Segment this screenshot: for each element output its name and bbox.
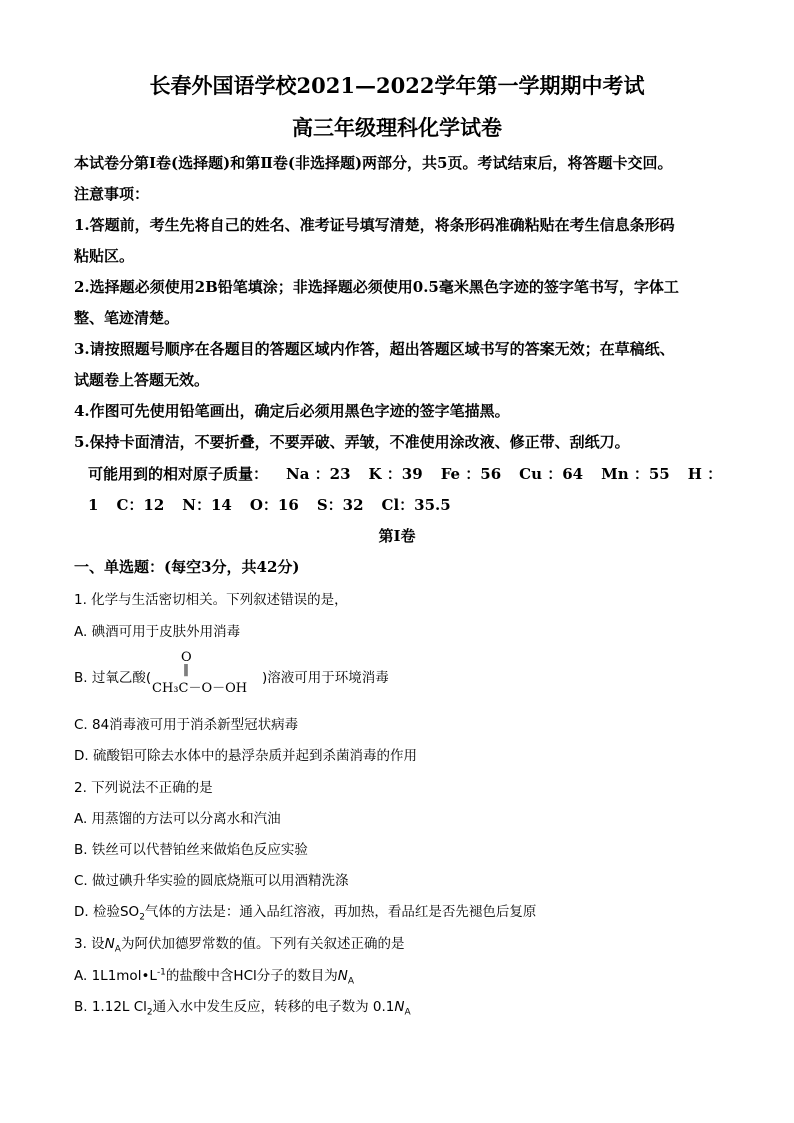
text-fragment: D. 检验SO bbox=[74, 904, 140, 920]
question-3-option-a bbox=[74, 964, 354, 987]
text-fragment: B. 1.12L Cl bbox=[74, 999, 147, 1015]
atomic-mass-item: 1 bbox=[88, 496, 99, 514]
text-fragment: 的盐酸中含HCl分子的数目为 bbox=[165, 968, 338, 984]
notice-item-5: 5.保持卡面清洁，不要折叠，不要弄破、弄皱，不准使用涂改液、修正带、刮纸刀。 bbox=[74, 433, 630, 451]
intro-text: 本试卷分第Ⅰ卷(选择题)和第Ⅱ卷(非选择题)两部分，共5页。考试结束后，将答题卡交回。 bbox=[74, 154, 673, 172]
exam-title: 长春外国语学校2021—2022学年第一学期期中考试 bbox=[149, 73, 645, 98]
subscript: 2 bbox=[139, 912, 145, 923]
question-1-option-a: A. 碘酒可用于皮肤外用消毒 bbox=[74, 624, 241, 640]
notice-heading: 注意事项： bbox=[74, 185, 150, 203]
question-2-option-c: C. 做过碘升华实验的圆底烧瓶可以用酒精洗涤 bbox=[74, 873, 349, 889]
notice-item-4: 4.作图可先使用铅笔画出，确定后必须用黑色字迹的签字笔描黑。 bbox=[74, 402, 510, 420]
text-fragment: 气体的方法是：通入品红溶液，再加热，看品红是否先褪色后复原 bbox=[144, 904, 537, 920]
question-3-stem bbox=[74, 932, 404, 955]
question-1-stem: 1. 化学与生活密切相关。下列叙述错误的是， bbox=[74, 592, 348, 608]
peracetic-acid-formula bbox=[152, 650, 260, 698]
volume-heading: 第Ⅰ卷 bbox=[378, 527, 416, 545]
atomic-mass-item: Cu ：64 bbox=[519, 465, 584, 483]
notice-item-3: 3.请按照题号顺序在各题目的答题区域内作答，超出答题区域书写的答案无效；在草稿纸、 bbox=[74, 340, 675, 358]
atomic-mass-item: S：32 bbox=[316, 496, 364, 514]
atomic-mass-item: Cl：35.5 bbox=[381, 496, 451, 514]
formula-main: CH₃C－O－OH bbox=[152, 681, 248, 696]
question-3-option-b bbox=[74, 995, 411, 1018]
formula-double-bond: ‖ bbox=[183, 662, 189, 676]
subscript: A bbox=[114, 944, 121, 955]
variable: N bbox=[394, 999, 405, 1015]
question-1-option-b-prefix: B. 过氧乙酸( bbox=[74, 670, 152, 686]
exam-subtitle: 高三年级理科化学试卷 bbox=[292, 115, 502, 140]
question-1-option-c: C. 84消毒液可用于消杀新型冠状病毒 bbox=[74, 717, 299, 733]
atomic-mass-label: 可能用到的相对原子质量： bbox=[88, 465, 269, 483]
atomic-mass-item: Mn ：55 bbox=[601, 465, 670, 483]
question-2-stem: 2. 下列说法不正确的是 bbox=[74, 780, 213, 796]
notice-item-2: 2.选择题必须使用2B铅笔填涂；非选择题必须使用0.5毫米黑色字迹的签字笔书写，字体工 bbox=[74, 278, 679, 296]
question-1-option-d: D. 硫酸铝可除去水体中的悬浮杂质并起到杀菌消毒的作用 bbox=[74, 748, 417, 764]
atomic-mass-item: H ： bbox=[687, 465, 723, 483]
atomic-mass-line-2 bbox=[88, 494, 469, 515]
notice-item-2-cont: 整、笔迹清楚。 bbox=[74, 309, 180, 327]
text-fragment: 为阿伏加德罗常数的值。下列有关叙述正确的是 bbox=[120, 936, 405, 952]
question-1-option-b-suffix: )溶液可用于环境消毒 bbox=[262, 670, 389, 686]
atomic-mass-item: Na ：23 bbox=[286, 465, 351, 483]
notice-item-1-cont: 粘贴区。 bbox=[74, 247, 135, 265]
atomic-mass-item: C：12 bbox=[116, 496, 165, 514]
notice-item-1: 1.答题前，考生先将自己的姓名、准考证号填写清楚，将条形码准确粘贴在考生信息条形码 bbox=[74, 216, 675, 234]
atomic-mass-item: N：14 bbox=[182, 496, 232, 514]
question-2-option-b: B. 铁丝可以代替铂丝来做焰色反应实验 bbox=[74, 842, 308, 858]
question-2-option-d bbox=[74, 900, 536, 923]
superscript: -1 bbox=[156, 967, 166, 978]
variable: N bbox=[337, 968, 348, 984]
variable: N bbox=[104, 936, 115, 952]
section-heading: 一、单选题：(每空3分，共42分) bbox=[74, 558, 300, 576]
subscript: 2 bbox=[146, 1007, 153, 1018]
atomic-mass-line-1 bbox=[88, 463, 740, 484]
atomic-mass-item: Fe ：56 bbox=[440, 465, 502, 483]
notice-item-3-cont: 试题卷上答题无效。 bbox=[74, 371, 210, 389]
text-fragment: 通入水中发生反应，转移的电子数为 0.1 bbox=[152, 999, 395, 1015]
text-fragment: A. 1L1mol•L bbox=[74, 968, 157, 984]
subscript: A bbox=[404, 1007, 411, 1018]
text-fragment: 3. 设 bbox=[74, 936, 105, 952]
question-2-option-a: A. 用蒸馏的方法可以分离水和汽油 bbox=[74, 811, 281, 827]
formula-oxygen: O bbox=[181, 650, 192, 665]
atomic-mass-item: O：16 bbox=[249, 496, 299, 514]
subscript: A bbox=[347, 976, 355, 987]
atomic-mass-item: K ：39 bbox=[368, 465, 423, 483]
